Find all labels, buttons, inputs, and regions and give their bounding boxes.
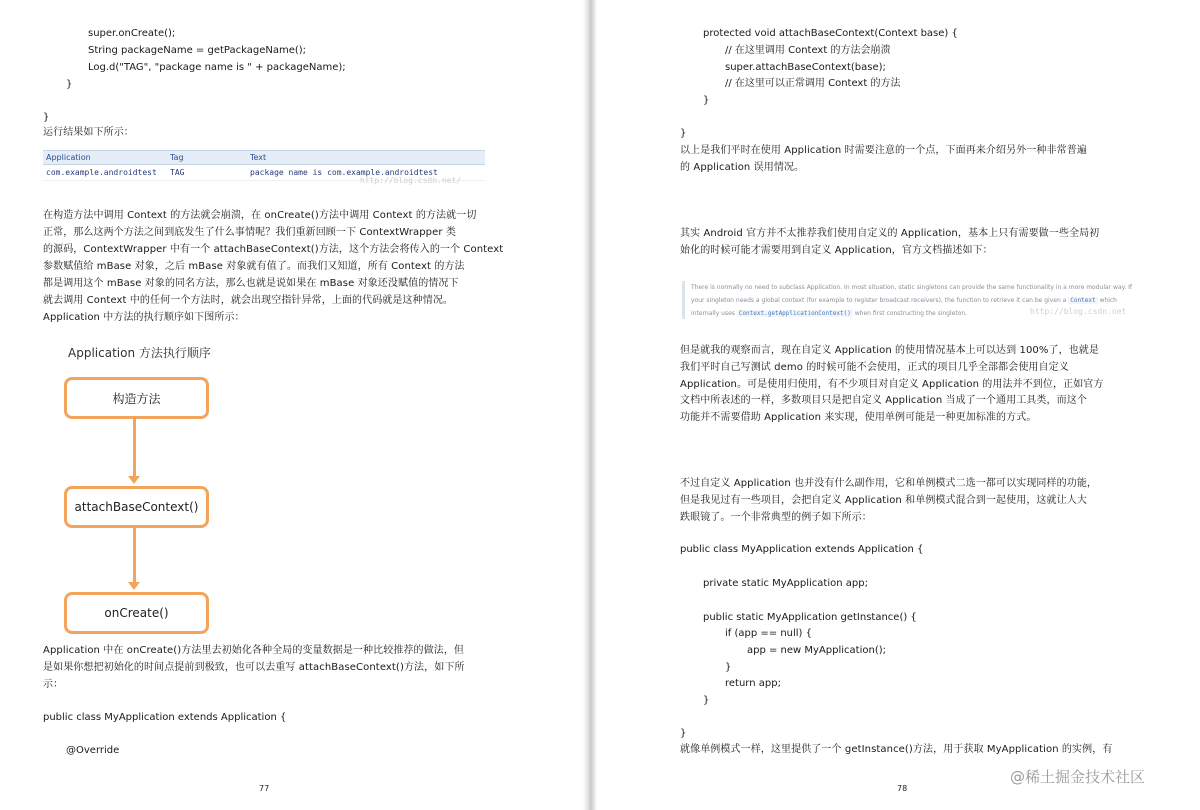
- code-line: if (app == null) {: [725, 628, 812, 639]
- paragraph-line: 的源码，ContextWrapper 中有一个 attachBaseContext()方法，这个方法会将传入的一个 Context: [43, 244, 504, 255]
- flowchart-arrowhead: [128, 582, 140, 590]
- flowchart-step-label: attachBaseContext(): [74, 500, 199, 514]
- table-cell: com.example.androidtest: [43, 165, 167, 181]
- code-line: }: [43, 112, 50, 123]
- code-line: public static MyApplication getInstance() {: [703, 612, 917, 623]
- code-line: public class MyApplication extends Application {: [43, 712, 287, 723]
- flowchart-title: Application 方法执行顺序: [68, 346, 211, 360]
- code-line: }: [680, 128, 687, 139]
- table-header: Text: [247, 151, 485, 165]
- run-result-label: 运行结果如下所示：: [43, 127, 134, 138]
- flowchart-arrow: [133, 419, 136, 477]
- code-line: // 在这里可以正常调用 Context 的方法: [725, 78, 901, 89]
- code-line: public class MyApplication extends Application {: [680, 544, 924, 555]
- page-number: 77: [259, 784, 270, 793]
- paragraph-line: 我们平时自己写测试 demo 的时候可能不会使用，正式的项目几乎全部都会使用自定义: [680, 362, 1069, 373]
- code-line: }: [725, 662, 732, 673]
- code-line: private static MyApplication app;: [703, 578, 868, 589]
- code-line: protected void attachBaseContext(Context base) {: [703, 28, 958, 39]
- paragraph-line: 就去调用 Context 中的任何一个方法时，就会出现空指针异常，上面的代码就是这种情况。: [43, 295, 454, 306]
- book-gutter: [583, 0, 597, 810]
- site-watermark: @稀土掘金技术社区: [1010, 768, 1146, 786]
- paragraph-line: 示：: [43, 679, 64, 690]
- inline-code: Context.getApplicationContext(): [738, 310, 851, 317]
- flowchart-step-oncreate: [64, 592, 209, 634]
- paragraph-line: 是如果你想把初始化的时间点提前到极致，也可以去重写 attachBaseContext()方法，如下所: [43, 662, 465, 673]
- flowchart-step-attach: [64, 486, 209, 528]
- quote-text: which: [1099, 297, 1117, 304]
- paragraph-line: Application。可是使用归使用，有不少项目对自定义 Application 的用法并不到位，正如官方: [680, 379, 1104, 390]
- table-header: Tag: [167, 151, 247, 165]
- image-watermark: http://blog.csdn.net/: [360, 176, 462, 185]
- page-number: 78: [897, 784, 908, 793]
- code-line: super.onCreate();: [88, 28, 176, 39]
- flowchart-step-label: 构造方法: [112, 391, 161, 406]
- flowchart-step-label: onCreate(): [104, 606, 169, 620]
- code-line: Log.d("TAG", "package name is " + packageName);: [88, 62, 346, 73]
- code-line: }: [680, 728, 687, 739]
- flowchart-arrowhead: [128, 476, 140, 484]
- table-cell: package name is com.example.androidtest: [247, 165, 485, 181]
- paragraph-line: 文档中所表述的一样，多数项目只是把自定义 Application 当成了一个通用工具类，而这个: [680, 395, 1087, 406]
- code-line: app = new MyApplication();: [747, 645, 886, 656]
- paragraph-line: 不过自定义 Application 也并没有什么副作用，它和单例模式二选一都可以实现同样的功能，: [680, 478, 1098, 489]
- table-cell: TAG: [167, 165, 247, 181]
- code-line: return app;: [725, 678, 781, 689]
- flowchart-step-constructor: [64, 377, 209, 419]
- left-page: [0, 0, 583, 810]
- quote-line: [691, 294, 1137, 307]
- code-line: }: [66, 79, 73, 90]
- paragraph-line: 跌眼镜了。一个非常典型的例子如下所示：: [680, 512, 872, 523]
- paragraph-line: Application 中方法的执行顺序如下图所示：: [43, 312, 245, 323]
- code-line: super.attachBaseContext(base);: [725, 62, 886, 73]
- inline-code: Context: [1070, 297, 1096, 304]
- table-header-row: [43, 151, 485, 165]
- quote-line: There is normally no need to subclass Application. In most situation, static singletons can provide the same functionality in a more modular way. If: [691, 284, 1133, 291]
- paragraph-line: 功能并不需要借助 Application 来实现，使用单例可能是一种更加标准的方式。: [680, 412, 1037, 423]
- image-watermark: http://blog.csdn.net: [1030, 307, 1127, 316]
- paragraph-line: 其实 Android 官方并不太推荐我们使用自定义的 Application，基本上只有需要做一些全局初: [680, 228, 1100, 239]
- code-line: // 在这里调用 Context 的方法会崩溃: [725, 45, 891, 56]
- flowchart-arrow: [133, 528, 136, 583]
- code-line: }: [703, 695, 710, 706]
- paragraph-line: 正常，那么这两个方法之间到底发生了什么事情呢？我们重新回顾一下 ContextWrapper 类: [43, 227, 456, 238]
- paragraph-line: 都是调用这个 mBase 对象的同名方法，那么也就是说如果在 mBase 对象还没赋值的情况下: [43, 278, 459, 289]
- paragraph-line: 就像单例模式一样，这里提供了一个 getInstance()方法，用于获取 MyApplication 的实例，有: [680, 744, 1113, 755]
- code-line: String packageName = getPackageName();: [88, 45, 307, 56]
- paragraph-line: 但是就我的观察而言，现在自定义 Application 的使用情况基本上可以达到 100%了，也就是: [680, 345, 1099, 356]
- paragraph-line: 以上是我们平时在使用 Application 时需要注意的一个点，下面再来介绍另外一种非常普遍: [680, 145, 1087, 156]
- quote-text: your singleton needs a global context (for example to register broadcast receivers), the function to retrieve it can be given a: [691, 297, 1067, 304]
- paragraph-line: 参数赋值给 mBase 对象，之后 mBase 对象就有值了。而我们又知道，所有 Context 的方法: [43, 261, 465, 272]
- code-line: @Override: [66, 745, 120, 756]
- paragraph-line: Application 中在 onCreate()方法里去初始化各种全局的变量数据是一种比较推荐的做法，但: [43, 645, 465, 656]
- quote-text: when first constructing the singleton.: [854, 310, 968, 317]
- quote-text: internally uses: [691, 310, 735, 317]
- paragraph-line: 的 Application 误用情况。: [680, 162, 805, 173]
- paragraph-line: 始化的时候可能才需要用到自定义 Application，官方文档描述如下：: [680, 245, 993, 256]
- paragraph-line: 但是我见过有一些项目，会把自定义 Application 和单例模式混合到一起使用，这就让人大: [680, 495, 1087, 506]
- table-header: Application: [43, 151, 167, 165]
- paragraph-line: 在构造方法中调用 Context 的方法就会崩溃，在 onCreate()方法中调用 Context 的方法就一切: [43, 210, 477, 221]
- code-line: }: [703, 95, 710, 106]
